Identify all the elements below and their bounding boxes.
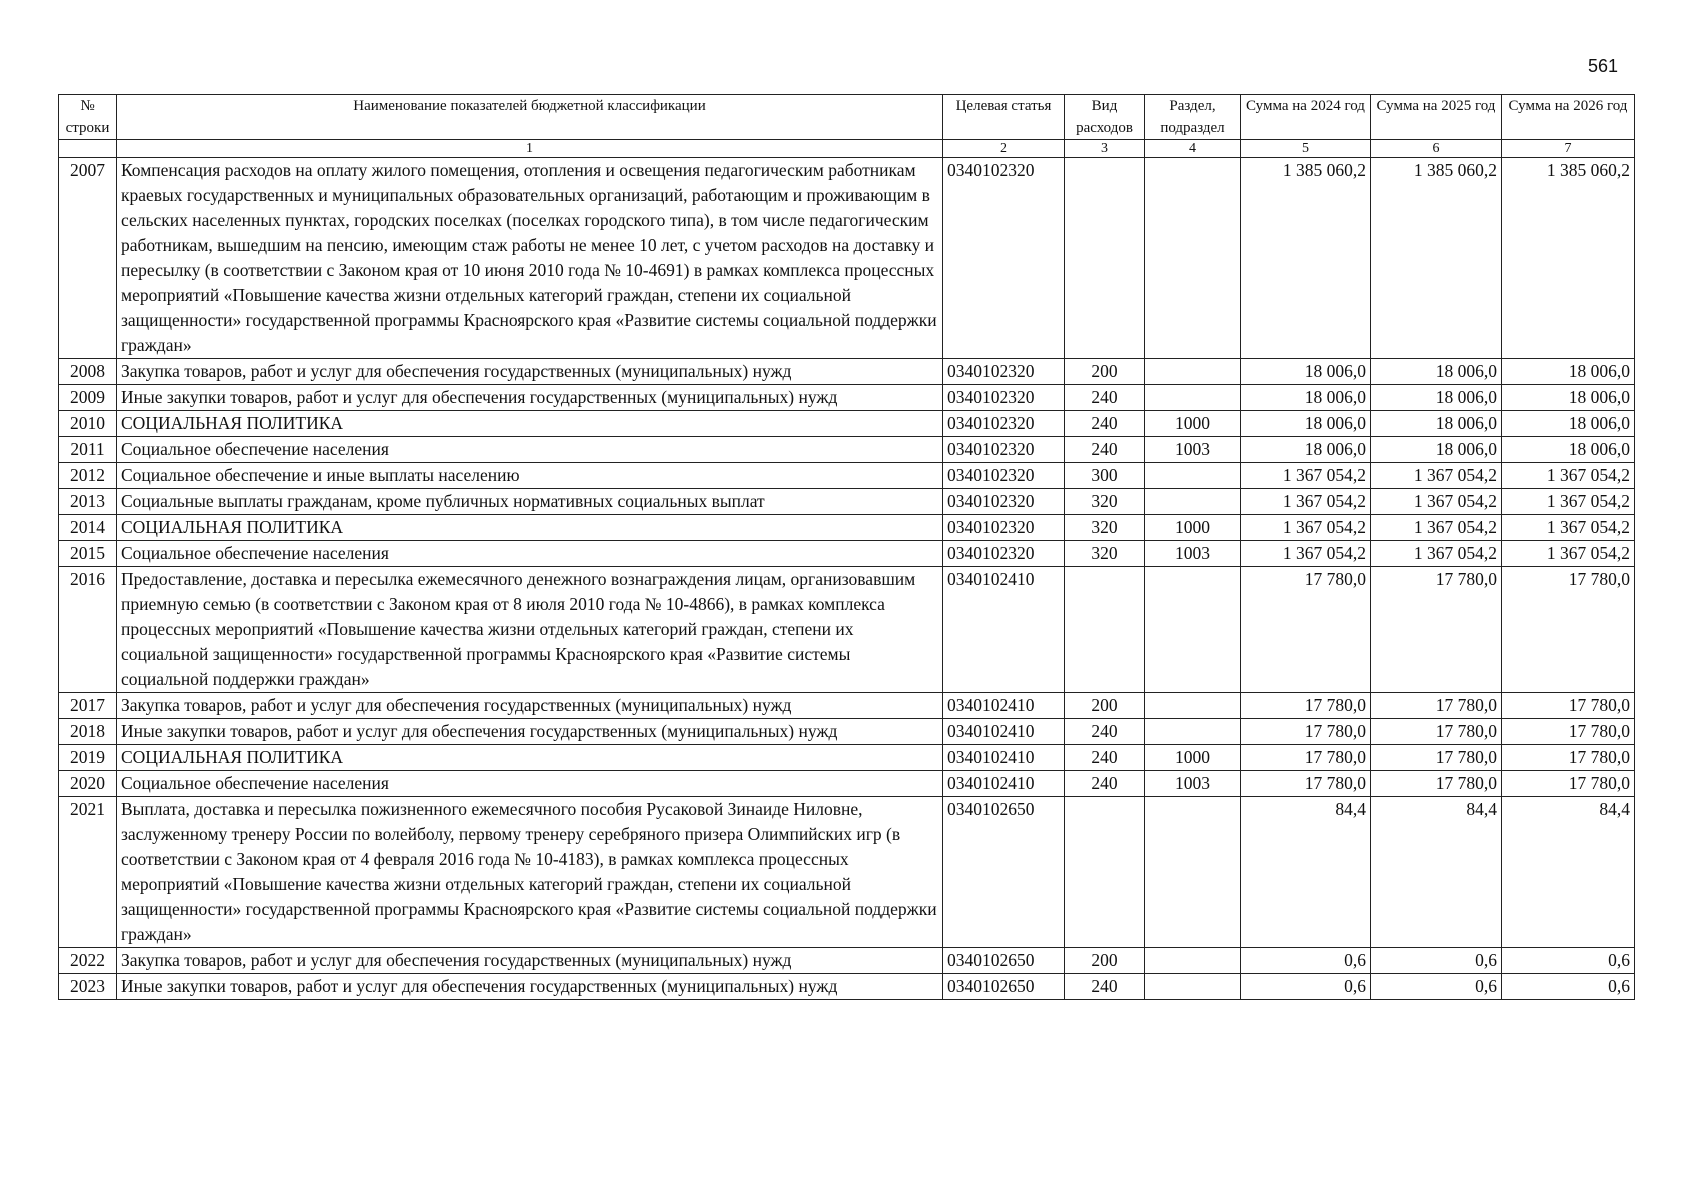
column-number-row [59, 140, 1635, 158]
row-target-article: 0340102410 [943, 567, 1065, 693]
row-target-article: 0340102320 [943, 541, 1065, 567]
row-sum-2025: 1 385 060,2 [1371, 158, 1502, 359]
row-target-article: 0340102650 [943, 974, 1065, 1000]
row-section [1145, 463, 1241, 489]
row-sum-2024: 18 006,0 [1241, 359, 1371, 385]
row-sum-2026: 17 780,0 [1502, 693, 1635, 719]
row-number: 2012 [59, 463, 117, 489]
row-sum-2024: 1 367 054,2 [1241, 463, 1371, 489]
table-row [59, 693, 1635, 719]
col-number: 5 [1241, 140, 1371, 158]
row-name: Иные закупки товаров, работ и услуг для обеспечения государственных (муниципальных) нужд [117, 385, 943, 411]
row-sum-2026: 17 780,0 [1502, 745, 1635, 771]
row-sum-2025: 1 367 054,2 [1371, 541, 1502, 567]
row-expense-type: 200 [1065, 693, 1145, 719]
row-name: Выплата, доставка и пересылка пожизненного ежемесячного пособия Русаковой Зинаиде Ниловне, заслуженному тренеру России по волейболу, первому тренеру серебряного призера Олимпийских игр (в соответствии с Законом края от 4 февраля 2016 года № 10-4183), в рамках комплекса процессных мероприятий «Повышение качества жизни отдельных категорий граждан, степени их социальной защищенности» государственной программы Красноярского края «Развитие системы социальной поддержки граждан» [117, 797, 943, 948]
row-section [1145, 158, 1241, 359]
row-sum-2025: 0,6 [1371, 948, 1502, 974]
header-row-no: № строки [59, 95, 117, 140]
header-sum-2026: Сумма на 2026 год [1502, 95, 1635, 140]
row-section [1145, 567, 1241, 693]
row-sum-2025: 18 006,0 [1371, 411, 1502, 437]
row-sum-2025: 1 367 054,2 [1371, 515, 1502, 541]
row-number: 2014 [59, 515, 117, 541]
row-sum-2025: 84,4 [1371, 797, 1502, 948]
table-row [59, 359, 1635, 385]
row-section [1145, 797, 1241, 948]
row-sum-2024: 0,6 [1241, 948, 1371, 974]
row-sum-2025: 1 367 054,2 [1371, 463, 1502, 489]
row-target-article: 0340102320 [943, 515, 1065, 541]
row-expense-type: 240 [1065, 411, 1145, 437]
row-name: Социальное обеспечение и иные выплаты населению [117, 463, 943, 489]
row-name: Социальное обеспечение населения [117, 437, 943, 463]
row-target-article: 0340102410 [943, 771, 1065, 797]
row-sum-2024: 18 006,0 [1241, 437, 1371, 463]
header-section: Раздел, подраздел [1145, 95, 1241, 140]
table-row [59, 974, 1635, 1000]
table-row [59, 567, 1635, 693]
row-target-article: 0340102410 [943, 719, 1065, 745]
header-sum-2024: Сумма на 2024 год [1241, 95, 1371, 140]
header-sum-2025: Сумма на 2025 год [1371, 95, 1502, 140]
header-name: Наименование показателей бюджетной классификации [117, 95, 943, 140]
row-section [1145, 359, 1241, 385]
row-sum-2025: 17 780,0 [1371, 719, 1502, 745]
row-name: Компенсация расходов на оплату жилого помещения, отопления и освещения педагогическим работникам краевых государственных и муниципальных образовательных организаций, работающим и проживающим в сельских населенных пунктах, городских поселках (поселках городского типа), в том числе педагогическим работникам, вышедшим на пенсию, имеющим стаж работы не менее 10 лет, с учетом расходов на доставку и пересылку (в соответствии с Законом края от 10 июня 2010 года № 10-4691) в рамках комплекса процессных мероприятий «Повышение качества жизни отдельных категорий граждан, степени их социальной защищенности» государственной программы Красноярского края «Развитие системы социальной поддержки граждан» [117, 158, 943, 359]
table-row [59, 797, 1635, 948]
table-row [59, 745, 1635, 771]
row-sum-2026: 17 780,0 [1502, 719, 1635, 745]
row-number: 2015 [59, 541, 117, 567]
row-target-article: 0340102320 [943, 385, 1065, 411]
row-section [1145, 719, 1241, 745]
header-target: Целевая статья [943, 95, 1065, 140]
row-number: 2009 [59, 385, 117, 411]
row-expense-type: 240 [1065, 385, 1145, 411]
row-sum-2025: 0,6 [1371, 974, 1502, 1000]
row-sum-2025: 18 006,0 [1371, 385, 1502, 411]
row-number: 2007 [59, 158, 117, 359]
row-target-article: 0340102320 [943, 437, 1065, 463]
row-sum-2024: 1 367 054,2 [1241, 489, 1371, 515]
row-number: 2022 [59, 948, 117, 974]
row-name: СОЦИАЛЬНАЯ ПОЛИТИКА [117, 745, 943, 771]
row-sum-2026: 0,6 [1502, 974, 1635, 1000]
row-sum-2026: 84,4 [1502, 797, 1635, 948]
row-expense-type: 240 [1065, 437, 1145, 463]
table-row [59, 463, 1635, 489]
row-section: 1000 [1145, 411, 1241, 437]
table-row [59, 489, 1635, 515]
row-expense-type: 300 [1065, 463, 1145, 489]
row-sum-2025: 17 780,0 [1371, 771, 1502, 797]
row-sum-2026: 1 367 054,2 [1502, 541, 1635, 567]
row-number: 2020 [59, 771, 117, 797]
row-number: 2019 [59, 745, 117, 771]
col-number: 6 [1371, 140, 1502, 158]
row-sum-2024: 1 367 054,2 [1241, 515, 1371, 541]
row-section [1145, 974, 1241, 1000]
row-sum-2026: 1 385 060,2 [1502, 158, 1635, 359]
row-sum-2026: 17 780,0 [1502, 771, 1635, 797]
col-number: 1 [117, 140, 943, 158]
row-sum-2024: 17 780,0 [1241, 719, 1371, 745]
row-sum-2024: 84,4 [1241, 797, 1371, 948]
row-sum-2025: 18 006,0 [1371, 437, 1502, 463]
row-expense-type: 240 [1065, 745, 1145, 771]
row-target-article: 0340102320 [943, 359, 1065, 385]
row-target-article: 0340102650 [943, 797, 1065, 948]
row-name: Иные закупки товаров, работ и услуг для обеспечения государственных (муниципальных) нужд [117, 974, 943, 1000]
row-section: 1003 [1145, 437, 1241, 463]
budget-table [58, 94, 1635, 1000]
row-sum-2025: 18 006,0 [1371, 359, 1502, 385]
row-name: Социальные выплаты гражданам, кроме публичных нормативных социальных выплат [117, 489, 943, 515]
row-expense-type: 320 [1065, 541, 1145, 567]
row-section: 1000 [1145, 515, 1241, 541]
row-sum-2024: 18 006,0 [1241, 385, 1371, 411]
row-sum-2026: 0,6 [1502, 948, 1635, 974]
row-section: 1003 [1145, 771, 1241, 797]
row-section [1145, 948, 1241, 974]
col-number [59, 140, 117, 158]
col-number: 7 [1502, 140, 1635, 158]
row-number: 2016 [59, 567, 117, 693]
row-target-article: 0340102320 [943, 411, 1065, 437]
row-sum-2026: 1 367 054,2 [1502, 489, 1635, 515]
table-row [59, 541, 1635, 567]
row-sum-2025: 17 780,0 [1371, 567, 1502, 693]
table-row [59, 411, 1635, 437]
row-sum-2024: 18 006,0 [1241, 411, 1371, 437]
row-target-article: 0340102410 [943, 693, 1065, 719]
table-row [59, 771, 1635, 797]
row-sum-2025: 17 780,0 [1371, 693, 1502, 719]
row-target-article: 0340102650 [943, 948, 1065, 974]
row-section [1145, 693, 1241, 719]
row-name: СОЦИАЛЬНАЯ ПОЛИТИКА [117, 411, 943, 437]
col-number: 2 [943, 140, 1065, 158]
row-target-article: 0340102410 [943, 745, 1065, 771]
row-number: 2018 [59, 719, 117, 745]
row-sum-2026: 17 780,0 [1502, 567, 1635, 693]
row-sum-2024: 1 385 060,2 [1241, 158, 1371, 359]
table-row [59, 515, 1635, 541]
row-sum-2026: 18 006,0 [1502, 411, 1635, 437]
row-name: Социальное обеспечение населения [117, 771, 943, 797]
row-sum-2026: 18 006,0 [1502, 359, 1635, 385]
row-section: 1003 [1145, 541, 1241, 567]
row-expense-type: 200 [1065, 948, 1145, 974]
row-name: Социальное обеспечение населения [117, 541, 943, 567]
col-number: 3 [1065, 140, 1145, 158]
row-expense-type: 320 [1065, 489, 1145, 515]
row-section [1145, 385, 1241, 411]
row-name: Закупка товаров, работ и услуг для обеспечения государственных (муниципальных) нужд [117, 948, 943, 974]
row-expense-type [1065, 797, 1145, 948]
table-row [59, 437, 1635, 463]
row-sum-2026: 18 006,0 [1502, 437, 1635, 463]
header-row [59, 95, 1635, 140]
row-number: 2011 [59, 437, 117, 463]
row-sum-2024: 1 367 054,2 [1241, 541, 1371, 567]
row-sum-2026: 18 006,0 [1502, 385, 1635, 411]
row-expense-type: 240 [1065, 974, 1145, 1000]
row-sum-2025: 17 780,0 [1371, 745, 1502, 771]
row-sum-2024: 17 780,0 [1241, 771, 1371, 797]
row-name: Иные закупки товаров, работ и услуг для обеспечения государственных (муниципальных) нужд [117, 719, 943, 745]
row-name: Закупка товаров, работ и услуг для обеспечения государственных (муниципальных) нужд [117, 359, 943, 385]
row-number: 2008 [59, 359, 117, 385]
row-target-article: 0340102320 [943, 489, 1065, 515]
table-row [59, 385, 1635, 411]
row-number: 2017 [59, 693, 117, 719]
row-expense-type [1065, 567, 1145, 693]
row-sum-2026: 1 367 054,2 [1502, 463, 1635, 489]
row-sum-2026: 1 367 054,2 [1502, 515, 1635, 541]
page-number: 561 [1587, 56, 1618, 76]
row-target-article: 0340102320 [943, 463, 1065, 489]
row-number: 2010 [59, 411, 117, 437]
row-sum-2024: 17 780,0 [1241, 745, 1371, 771]
row-expense-type: 240 [1065, 719, 1145, 745]
table-row [59, 719, 1635, 745]
row-section: 1000 [1145, 745, 1241, 771]
row-sum-2024: 0,6 [1241, 974, 1371, 1000]
row-name: СОЦИАЛЬНАЯ ПОЛИТИКА [117, 515, 943, 541]
table-row [59, 948, 1635, 974]
table-row [59, 158, 1635, 359]
row-sum-2024: 17 780,0 [1241, 693, 1371, 719]
col-number: 4 [1145, 140, 1241, 158]
row-expense-type: 200 [1065, 359, 1145, 385]
row-name: Предоставление, доставка и пересылка ежемесячного денежного вознаграждения лицам, организовавшим приемную семью (в соответствии с Законом края от 8 июля 2010 года № 10-4866), в рамках комплекса процессных мероприятий «Повышение качества жизни отдельных категорий граждан, степени их социальной защищенности» государственной программы Красноярского края «Развитие системы социальной поддержки граждан» [117, 567, 943, 693]
row-section [1145, 489, 1241, 515]
row-target-article: 0340102320 [943, 158, 1065, 359]
row-number: 2023 [59, 974, 117, 1000]
row-expense-type: 240 [1065, 771, 1145, 797]
row-number: 2021 [59, 797, 117, 948]
row-name: Закупка товаров, работ и услуг для обеспечения государственных (муниципальных) нужд [117, 693, 943, 719]
row-number: 2013 [59, 489, 117, 515]
row-sum-2025: 1 367 054,2 [1371, 489, 1502, 515]
row-expense-type [1065, 158, 1145, 359]
header-exp-type: Вид расходов [1065, 95, 1145, 140]
row-expense-type: 320 [1065, 515, 1145, 541]
row-sum-2024: 17 780,0 [1241, 567, 1371, 693]
